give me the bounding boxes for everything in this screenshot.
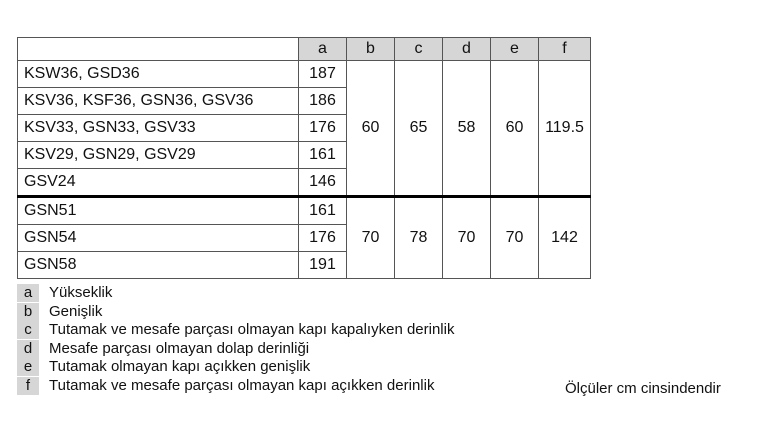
height-cell: 191 <box>299 252 347 279</box>
column-header: f <box>539 38 591 61</box>
dimension-legend <box>17 284 454 395</box>
table-header-row <box>18 38 591 61</box>
width-cell: 60 <box>347 61 395 197</box>
model-cell: GSN54 <box>18 225 299 252</box>
column-header: d <box>443 38 491 61</box>
width-cell: 70 <box>347 197 395 279</box>
legend-text: Genişlik <box>49 302 103 320</box>
height-cell: 161 <box>299 142 347 169</box>
dimensions-table <box>17 37 591 279</box>
cabinet-depth-cell: 70 <box>443 197 491 279</box>
height-cell: 146 <box>299 169 347 197</box>
legend-item <box>17 321 454 340</box>
model-cell: KSV36, KSF36, GSN36, GSV36 <box>18 88 299 115</box>
cabinet-depth-cell: 58 <box>443 61 491 197</box>
model-cell: KSV29, GSN29, GSV29 <box>18 142 299 169</box>
legend-item <box>17 284 454 303</box>
table-row <box>18 61 591 88</box>
model-cell: GSN58 <box>18 252 299 279</box>
open-depth-cell: 119.5 <box>539 61 591 197</box>
depth-closed-cell: 78 <box>395 197 443 279</box>
header-corner-cell <box>18 38 299 61</box>
model-cell: KSW36, GSD36 <box>18 61 299 88</box>
height-cell: 186 <box>299 88 347 115</box>
legend-key: a <box>17 284 39 302</box>
height-cell: 176 <box>299 115 347 142</box>
model-cell: KSV33, GSN33, GSV33 <box>18 115 299 142</box>
legend-key: b <box>17 303 39 321</box>
legend-text: Tutamak ve mesafe parçası olmayan kapı kapalıyken derinlik <box>49 321 455 339</box>
column-header: c <box>395 38 443 61</box>
legend-key: f <box>17 377 39 395</box>
legend-item <box>17 340 454 359</box>
legend-text: Yükseklik <box>49 284 113 302</box>
model-cell: GSN51 <box>18 197 299 225</box>
legend-text: Tutamak ve mesafe parçası olmayan kapı açıkken derinlik <box>49 376 435 394</box>
open-depth-cell: 142 <box>539 197 591 279</box>
legend-text: Tutamak olmayan kapı açıkken genişlik <box>49 358 311 376</box>
legend-item <box>17 303 454 322</box>
legend-text: Mesafe parçası olmayan dolap derinliği <box>49 339 310 357</box>
legend-key: c <box>17 321 39 339</box>
open-width-cell: 60 <box>491 61 539 197</box>
units-note: Ölçüler cm cinsindendir <box>565 380 721 397</box>
depth-closed-cell: 65 <box>395 61 443 197</box>
legend-key: d <box>17 340 39 358</box>
column-header: a <box>299 38 347 61</box>
legend-key: e <box>17 358 39 376</box>
height-cell: 161 <box>299 197 347 225</box>
column-header: e <box>491 38 539 61</box>
open-width-cell: 70 <box>491 197 539 279</box>
model-cell: GSV24 <box>18 169 299 197</box>
table-row <box>18 197 591 225</box>
height-cell: 187 <box>299 61 347 88</box>
height-cell: 176 <box>299 225 347 252</box>
legend-item <box>17 358 454 377</box>
column-header: b <box>347 38 395 61</box>
legend-item <box>17 377 454 396</box>
